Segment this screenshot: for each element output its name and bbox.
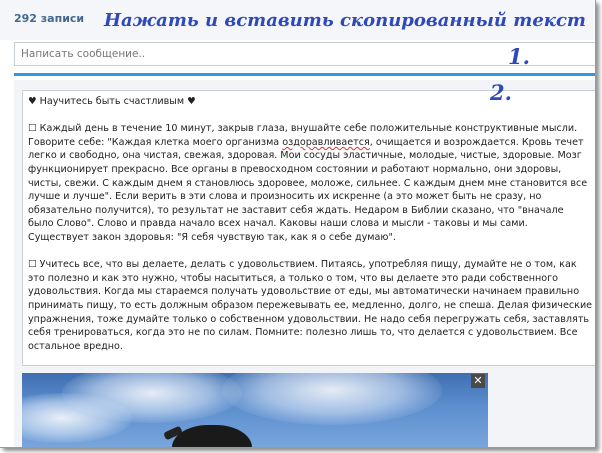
- post-line: обязательно получится), то результат не заставит себя ждать. Недаром в Библии сказано, что "вначале: [28, 204, 564, 216]
- post-line: лучше и лучше". Если верить в эти слова и произносить их искренне (а это может быть не сразу, но: [28, 191, 542, 203]
- spellcheck-word[interactable]: оздоравливается: [282, 136, 370, 148]
- post-line: легко и свободно, она чистая, свежая, здоровая. Мои сосуды эластичные, молодые, чистые, здоровые. Мозг: [28, 150, 582, 162]
- cloud-shape: [222, 373, 442, 425]
- step-1-annotation: 1.: [508, 44, 530, 69]
- post-line-part: Говорите себе: "Каждая клетка моего организма: [28, 136, 283, 148]
- post-line: [28, 136, 592, 150]
- focus-underline: [14, 73, 596, 76]
- post-line: ☐ Учитесь все, что вы делаете, делать с удовольствием. Питаясь, употребляя пищу, думайте не о том, как: [28, 259, 577, 271]
- post-line: ♥ Научитесь быть счастливым ♥: [28, 96, 196, 107]
- post-line: себя тренироваться, когда это не по силам. Помните: полезно лишь то, что делается с удовольствием. Все: [28, 327, 578, 339]
- attached-photo[interactable]: [22, 373, 488, 448]
- step-2-annotation: 2.: [490, 80, 512, 105]
- post-line: Существует закон здоровья: "Я себя чувствую так, как я о себе думаю".: [28, 231, 396, 243]
- silhouette-shape: [172, 425, 252, 448]
- post-line: удовольствия. Когда мы стараемся получать удовольствие от еды, мы автоматически начинаем правильно: [28, 286, 580, 298]
- post-line: было Слово". Слово и правда начало всех начал. Каковы наши слова и мысли - таковы и мы сами.: [28, 218, 528, 230]
- post-line: функционирует прекрасно. Все органы в превосходном состоянии и работают нормально, они здоровы,: [28, 163, 562, 175]
- post-line: принимать пищу, то есть должным образом пережевывать ее, медленно, долго, не спеша. Делая физические: [28, 299, 593, 311]
- message-input[interactable]: Написать сообщение..: [14, 42, 596, 66]
- post-line: чисты, свежи. С каждым днем я становлюсь здоровее, моложе, сильнее. С каждым днем мне становится все: [28, 177, 588, 189]
- instruction-annotation: Нажать и вставить скопированный текст: [104, 10, 586, 31]
- remove-attachment-button[interactable]: ✕: [471, 374, 485, 388]
- post-line: это полезно и как это нужно, чтобы насытиться, а только о том, что вы делаете это ради собственного: [28, 272, 559, 284]
- post-line: остальное вредно.: [28, 340, 123, 352]
- post-line: упражнения, тоже думайте только о собственном удовольствии. Не надо себя перегружать себя, заставлять: [28, 313, 590, 325]
- post-text-area[interactable]: [22, 90, 596, 366]
- post-count[interactable]: 292 записи: [14, 12, 85, 25]
- post-line: ☐ Каждый день в течение 10 минут, закрыв глаза, внушайте себе положительные конструктивные мысли.: [28, 123, 578, 135]
- post-line-part: , очищается и возрождается. Кровь течет: [369, 136, 584, 148]
